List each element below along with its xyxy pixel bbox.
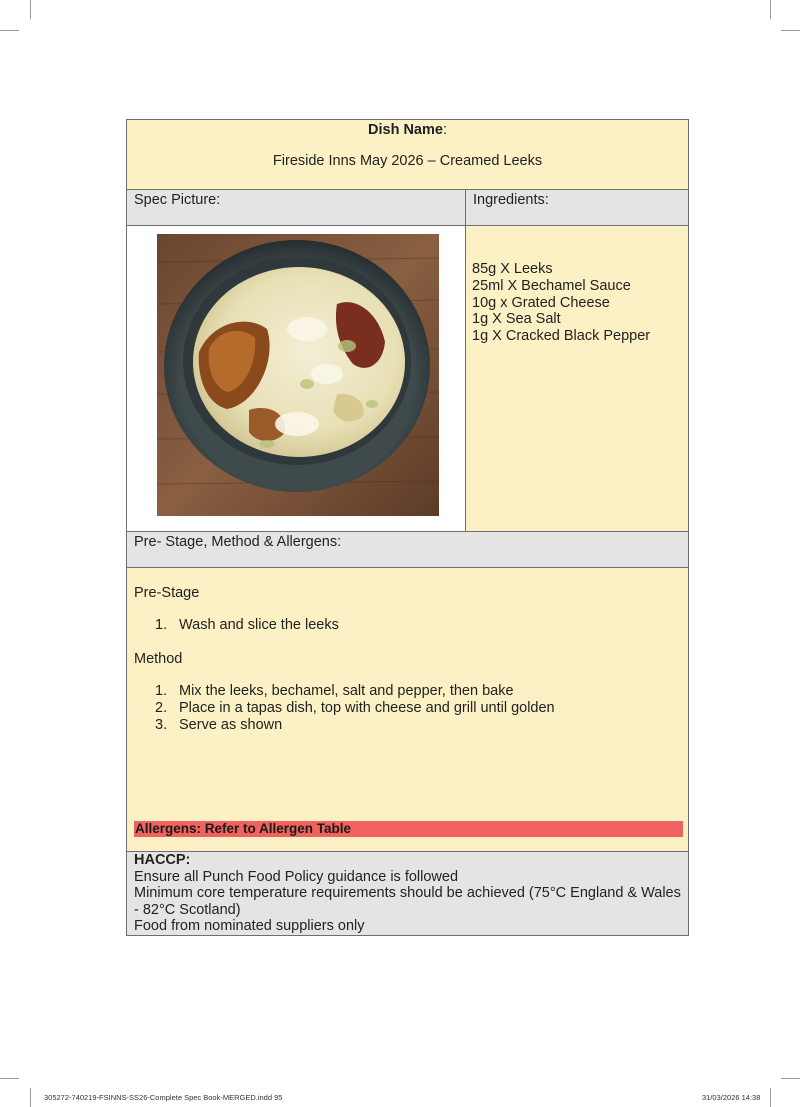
haccp-line: Minimum core temperature requirements should be achieved (75°C England & Wales - 82°C Scotland) — [134, 885, 681, 918]
haccp-title: HACCP: — [134, 852, 191, 868]
haccp-line: Food from nominated suppliers only — [134, 918, 365, 935]
crop-mark — [0, 30, 19, 31]
creamed-leeks-photo — [157, 234, 439, 516]
ingredient-item: 85g X Leeks — [472, 261, 553, 277]
ingredient-item: 10g x Grated Cheese — [472, 294, 610, 311]
list-item: 1. Wash and slice the leeks — [155, 617, 339, 633]
crop-mark — [781, 1078, 800, 1079]
dish-title-cell — [127, 120, 689, 190]
footer-filename: 305272-740219-FSINNS-SS26-Complete Spec Book-MERGED.indd 95 — [44, 1093, 283, 1102]
method-steps — [127, 683, 688, 734]
crop-mark — [0, 1078, 19, 1079]
crop-mark — [781, 30, 800, 31]
method-header: Pre- Stage, Method & Allergens: — [127, 532, 689, 568]
list-item: 2. Place in a tapas dish, top with cheese and grill until golden — [155, 700, 555, 716]
list-item: 3. Serve as shown — [155, 717, 283, 733]
method-title: Method — [134, 651, 183, 667]
crop-mark — [30, 1088, 31, 1107]
ingredients-header: Ingredients: — [466, 190, 689, 226]
ingredient-item: 25ml X Bechamel Sauce — [472, 277, 631, 294]
crop-mark — [770, 0, 771, 19]
footer-datetime: 31/03/2026 14:38 — [702, 1093, 761, 1102]
haccp-line: Ensure all Punch Food Policy guidance is followed — [134, 868, 459, 885]
spec-picture-cell — [127, 226, 466, 532]
dish-name: Fireside Inns May 2026 – Creamed Leeks — [272, 153, 543, 169]
spec-sheet-table — [126, 119, 689, 936]
ingredients-cell — [466, 226, 689, 532]
prestage-title: Pre-Stage — [134, 585, 200, 601]
dish-name-label: Dish Name: — [368, 122, 447, 138]
ingredient-item: 1g X Cracked Black Pepper — [472, 328, 651, 345]
prestage-steps — [127, 617, 688, 634]
crop-mark — [770, 1088, 771, 1107]
allergens-banner: Allergens: Refer to Allergen Table — [134, 821, 683, 837]
ingredients-list — [472, 261, 688, 345]
crop-mark — [30, 0, 31, 19]
spec-picture-header: Spec Picture: — [127, 190, 466, 226]
ingredient-item: 1g X Sea Salt — [472, 311, 561, 328]
method-cell — [127, 568, 689, 852]
haccp-cell — [127, 852, 689, 936]
list-item: 1. Mix the leeks, bechamel, salt and pepper, then bake — [155, 683, 514, 699]
